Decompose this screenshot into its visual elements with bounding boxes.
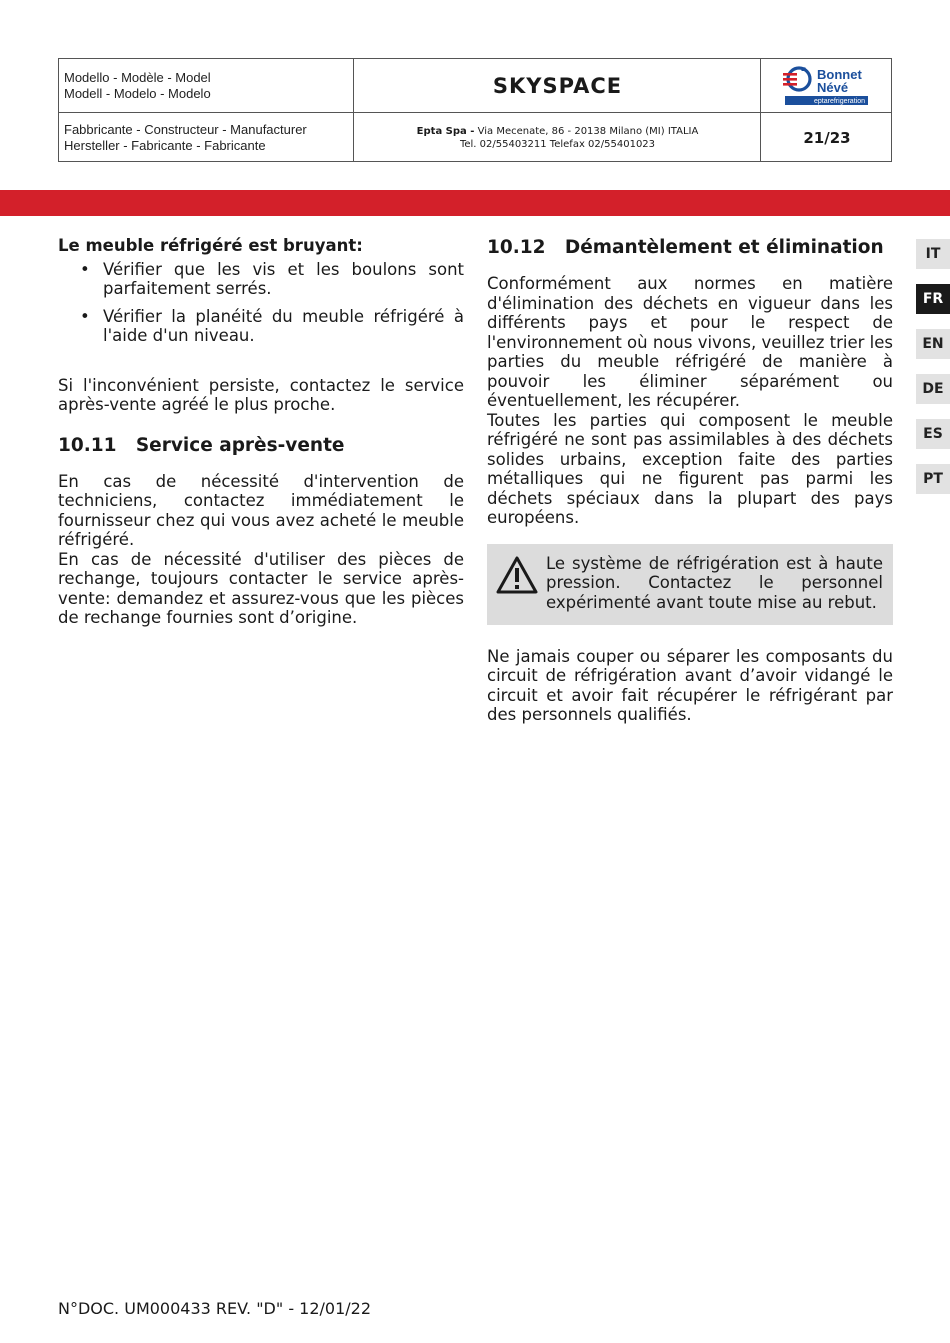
section-12-title: Démantèlement et élimination — [564, 237, 884, 258]
section-12-paragraph-2: Toutes les parties qui composent le meuble réfrigéré ne sont pas assimilables à des déchets solides urbains, exception faite des parties métalliques qui ne figurent pas parmi les déchets spéciaux dans la plupart des pays européens. — [487, 410, 893, 527]
section-12-heading — [487, 236, 893, 260]
model-label — [64, 70, 354, 102]
manufacturer-info — [354, 113, 761, 163]
logo-line-2: Névé — [817, 80, 849, 95]
manufacturer-label-line-2: Hersteller - Fabricante - Fabricante — [64, 138, 266, 153]
warning-text: Le système de réfrigération est à haute pression. Contactez le personnel expérimenté avant toute mise au rebut. — [546, 553, 883, 612]
model-label-line-2: Modell - Modelo - Modelo — [64, 86, 211, 101]
company-address: Via Mecenate, 86 - 20138 Milano (MI) ITALIA — [477, 126, 699, 137]
model-name: SKYSPACE — [492, 73, 623, 98]
tab-language-pt[interactable]: PT — [916, 464, 950, 494]
logo-mark-icon — [783, 67, 810, 90]
section-11-paragraph-2: En cas de nécessité d'utiliser des pièces de rechange, toujours contacter le service après-vente: demandez et assurez-vous que les pièces de rechange fournies sont d’origine. — [58, 549, 464, 627]
noise-checklist — [58, 260, 464, 346]
model-label-line-1: Modello - Modèle - Model — [64, 70, 211, 85]
company-address-line — [417, 125, 699, 138]
section-12-number: 10.12 — [487, 237, 546, 258]
section-11-title: Service après-vente — [135, 434, 345, 456]
left-column — [58, 236, 464, 628]
company-contact: Tel. 02/55403211 Telefax 02/55401023 — [459, 139, 656, 150]
page-number: 21/23 — [803, 129, 851, 147]
red-header-band — [0, 190, 950, 216]
tab-language-it[interactable]: IT — [916, 239, 950, 269]
section-11-paragraph-1: En cas de nécessité d'intervention de techniciens, contactez immédiatement le fournisseur chez qui vous avez acheté le meuble réfrigéré. — [58, 471, 464, 549]
logo-line-1: Bonnet — [817, 67, 862, 82]
logo-tagline: eptarefrigeration — [814, 98, 865, 105]
noise-heading: Le meuble réfrigéré est bruyant: — [58, 236, 363, 255]
document-number: N°DOC. UM000433 REV. "D" - 12/01/22 — [58, 1299, 372, 1318]
section-11-heading — [58, 434, 464, 458]
header-table — [58, 58, 892, 162]
company-name: Epta Spa - — [416, 126, 475, 137]
manufacturer-label-line-1: Fabbricante - Constructeur - Manufacturer — [64, 122, 307, 137]
tab-language-fr[interactable]: FR — [916, 284, 950, 314]
pressure-warning-box — [487, 544, 893, 625]
bonnet-neve-logo — [761, 59, 893, 112]
manufacturer-label — [64, 122, 354, 154]
list-item: • Vérifier que les vis et les boulons sont parfaitement serrés. — [58, 260, 464, 299]
tab-language-es[interactable]: ES — [916, 419, 950, 449]
right-column — [487, 236, 893, 725]
section-12-paragraph-1: Conformément aux normes en matière d'élimination des déchets en vigueur dans les différents pays et pour le respect de l'environnement où nous vivons, veuillez trier les parties du meuble réfrigéré de manière à pouvoir les éliminer séparément ou éventuellement, les récupérer. — [487, 274, 893, 410]
section-12-paragraph-3: Ne jamais couper ou séparer les composants du circuit de réfrigération avant d’avoir vidangé le circuit et avoir fait récupérer le réfrigérant par des personnels qualifiés. — [487, 646, 893, 724]
tab-language-de[interactable]: DE — [916, 374, 950, 404]
warning-triangle-icon — [495, 555, 539, 595]
list-item: • Vérifier la planéité du meuble réfrigéré à l'aide d'un niveau. — [58, 307, 464, 346]
tab-language-en[interactable]: EN — [916, 329, 950, 359]
language-tabs — [916, 239, 950, 509]
noise-followup-paragraph: Si l'inconvénient persiste, contactez le service après-vente agréé le plus proche. — [58, 375, 464, 414]
section-11-number: 10.11 — [58, 434, 117, 456]
